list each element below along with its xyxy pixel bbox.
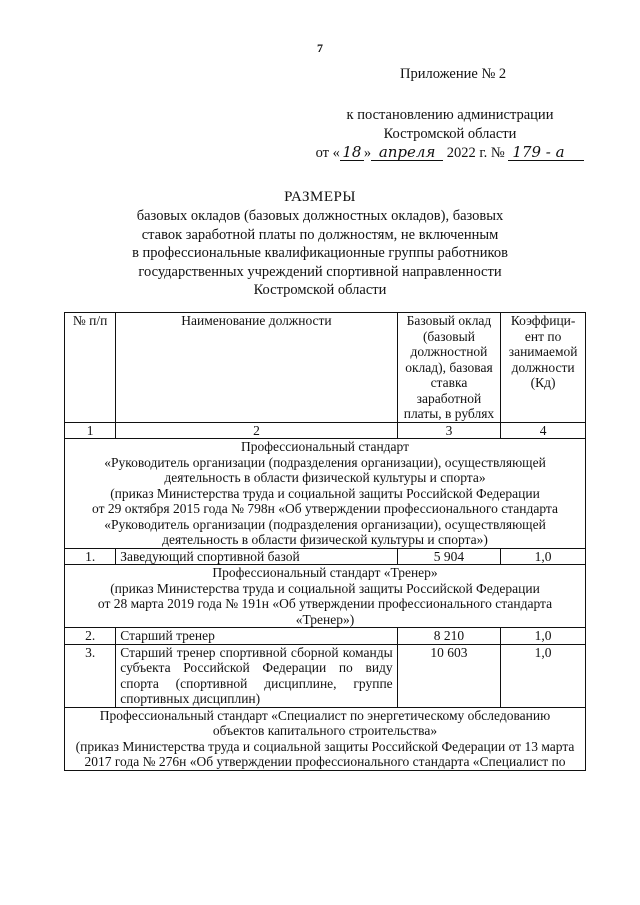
section-text: [65, 707, 586, 770]
section-line: «Тренер»): [295, 611, 355, 627]
section-line: (приказ Министерства труда и социальной защиты Российской Федерации: [110, 485, 540, 501]
section-line: «Руководитель организации (подразделения организации), осуществляющей: [104, 516, 546, 532]
row-name: Старший тренер спортивной сборной команды субъекта Российской Федерации по виду спорта (спортивной дисциплине, группе спортивных дисциплин): [116, 644, 397, 707]
section-line: Профессиональный стандарт «Тренер»: [212, 565, 438, 580]
appendix-label: Приложение № 2: [400, 66, 507, 82]
section-line: объектов капитального строительства»: [212, 723, 438, 738]
section-text: [65, 565, 586, 628]
table-row: [65, 644, 586, 707]
row-name: Старший тренер: [116, 628, 397, 645]
table-row: [65, 548, 586, 565]
section-line: (приказ Министерства труда и социальной защиты Российской Федерации от 13 марта: [75, 738, 575, 754]
row-num: 2.: [65, 628, 116, 645]
section-line: (приказ Министерства труда и социальной защиты Российской Федерации: [110, 580, 540, 596]
col-number-3: 3: [397, 422, 501, 439]
section-standard-manager: [65, 439, 586, 549]
document-title: РАЗМЕРЫ: [284, 189, 356, 205]
header-salary: Базовый оклад (базовый должностной оклад), базовая ставка заработной платы, в рублях: [397, 313, 501, 423]
salary-table: [64, 312, 586, 771]
section-line: 2017 года № 276н «Об утверждении профессионального стандарта «Специалист по: [84, 754, 566, 769]
col-number-4: 4: [501, 422, 586, 439]
section-line: деятельность в области физической культуры и спорта»: [164, 470, 486, 485]
handwritten-number: 179 - а: [508, 145, 584, 161]
subtitle-line: в профессиональные квалификационные группы работников: [132, 245, 508, 261]
section-line: Профессиональный стандарт «Специалист по энергетическому обследованию: [99, 707, 551, 723]
date-prefix: от «: [315, 145, 340, 161]
subtitle-line: базовых окладов (базовых должностных окладов), базовых: [136, 208, 504, 224]
row-salary: 10 603: [397, 644, 501, 707]
row-salary: 5 904: [397, 548, 501, 565]
document-subtitle: [60, 207, 580, 300]
date-year: 2022 г. №: [446, 145, 505, 161]
row-num: 1.: [65, 548, 116, 565]
section-line: от 29 октября 2015 года № 798н «Об утверждении профессионального стандарта: [92, 501, 558, 516]
section-line: «Руководитель организации (подразделения организации), осуществляющей: [104, 454, 546, 470]
resolution-date-line: [300, 144, 600, 163]
date-mid: »: [363, 145, 372, 161]
col-number-2: 2: [116, 422, 397, 439]
section-line: деятельность в области физической культуры и спорта»): [162, 532, 488, 547]
section-line: Профессиональный стандарт: [240, 439, 409, 454]
row-coef: 1,0: [501, 644, 586, 707]
header-coef: Коэффици-ент по занимаемой должности (Кд): [501, 313, 586, 423]
subtitle-line: Костромской области: [253, 282, 387, 298]
row-coef: 1,0: [501, 628, 586, 645]
row-coef: 1,0: [501, 548, 586, 565]
subtitle-line: ставок заработной платы по должностям, не включенным: [141, 226, 499, 243]
handwritten-day: 18: [340, 145, 364, 161]
handwritten-month: апреля: [371, 145, 443, 161]
column-numbers-row: [65, 422, 586, 439]
resolution-line-1: к постановлению администрации: [346, 107, 554, 123]
row-salary: 8 210: [397, 628, 501, 645]
page-number: 7: [317, 41, 323, 55]
header-name: Наименование должности: [116, 313, 397, 423]
row-name: Заведующий спортивной базой: [116, 548, 397, 565]
header-num: № п/п: [65, 313, 116, 423]
subtitle-line: государственных учреждений спортивной направленности: [138, 263, 502, 280]
section-standard-trainer: [65, 565, 586, 628]
section-standard-energy: [65, 707, 586, 770]
table-row: [65, 628, 586, 645]
col-number-1: 1: [65, 422, 116, 439]
resolution-reference: [300, 106, 600, 163]
section-text: [65, 439, 586, 549]
table-header-row: [65, 313, 586, 423]
section-line: от 28 марта 2019 года № 191н «Об утверждении профессионального стандарта: [97, 596, 553, 611]
row-num: 3.: [65, 644, 116, 707]
resolution-line-2: Костромской области: [383, 126, 517, 142]
